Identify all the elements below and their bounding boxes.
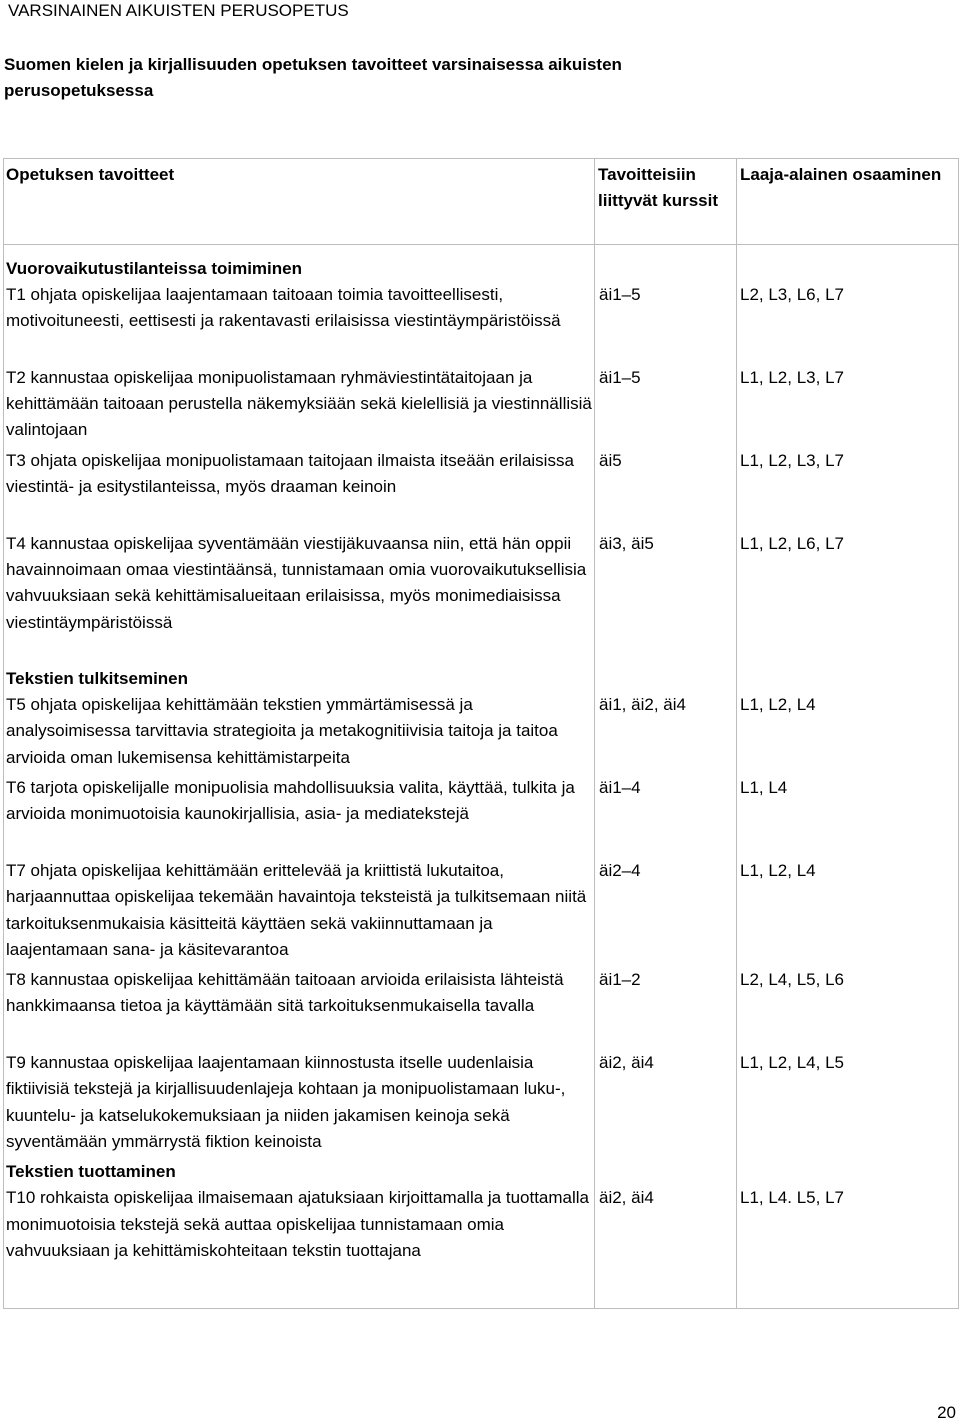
goal-courses: äi2, äi4 [599, 1053, 654, 1073]
goal-courses: äi1–2 [599, 970, 641, 990]
goal-text: T4 kannustaa opiskelijaa syventämään viestijäkuvaansa niin, että hän oppii havainnoimaan omaa viestintäänsä, tunnistamaan omia vuorovaikutuksellisia vahvuuksiaan sekä kehittämisalueitaan erilaisissa, myös monimediaisissa viestintäympäristöissä [6, 533, 587, 632]
goal-competences: L1, L2, L3, L7 [740, 367, 844, 387]
goal-text: T3 ohjata opiskelijaa monipuolistamaan taitojaan ilmaista itseään erilaisissa viestintä- ja esitystilanteissa, myös draaman keinoin [6, 450, 574, 497]
goal-competences: L1, L2, L4 [740, 860, 816, 880]
goal-competences: L1, L4 [740, 778, 788, 798]
goal-competences: L1, L2, L3, L7 [740, 450, 844, 470]
table-header-row [4, 159, 959, 245]
goal-courses: äi2, äi4 [599, 1188, 654, 1208]
competences-column [737, 245, 959, 1309]
document-title: Suomen kielen ja kirjallisuuden opetuksen tavoitteet varsinaisessa aikuisten perusopetuksessa [4, 55, 622, 100]
goal-competences: L2, L3, L6, L7 [740, 285, 844, 304]
page-title: VARSINAINEN AIKUISTEN PERUSOPETUS [8, 1, 349, 20]
courses-column [595, 245, 737, 1309]
goal-courses: äi1–4 [599, 778, 641, 798]
goal-courses: äi1–5 [599, 285, 641, 304]
goal-courses: äi3, äi5 [599, 533, 654, 553]
goal-text: T5 ohjata opiskelijaa kehittämään tekstien ymmärtämisessä ja analysoimisessa tarvittavia strategioita ja metakognitiivisia taitoja ja taitoa arvioida oman lukemisensa kehittämistarpeita [6, 695, 558, 767]
goals-column [4, 245, 595, 1309]
section-heading: Tekstien tulkitseminen [6, 669, 189, 689]
goal-competences: L1, L2, L4 [740, 695, 816, 715]
goal-courses: äi1, äi2, äi4 [599, 695, 686, 715]
goal-competences: L1, L4. L5, L7 [740, 1188, 844, 1208]
goal-competences: L1, L2, L6, L7 [740, 533, 844, 553]
header-competences: Laaja-alainen osaaminen [737, 159, 959, 245]
goal-courses: äi5 [599, 450, 622, 470]
section-heading: Vuorovaikutustilanteissa toimiminen [6, 259, 302, 278]
goal-text: T7 ohjata opiskelijaa kehittämään erittelevää ja kriittistä lukutaitoa, harjaannuttaa opiskelijaa tekemään havaintoja teksteistä ja tulkitsemaan niitä tarkoituksenmukaisia käsitteitä käyttäen sekä vakiinnuttamaan ja laajentamaan sana- ja käsitevarantoa [6, 860, 587, 959]
goal-text: T6 tarjota opiskelijalle monipuolisia mahdollisuuksia valita, käyttää, tulkita ja arvioida monimuotoisia kaunokirjallisia, asia- ja mediatekstejä [6, 778, 575, 824]
goal-text: T10 rohkaista opiskelijaa ilmaisemaan ajatuksiaan kirjoittamalla ja tuottamalla monimuotoisia tekstejä sekä auttaa opiskelijaa tunnistamaan omia vahvuuksiaan ja kehittämiskohteitaan tekstin tuottajana [6, 1188, 590, 1260]
goal-courses: äi2–4 [599, 860, 641, 880]
goal-text: T8 kannustaa opiskelijaa kehittämään taitoaan arvioida erilaisista lähteistä hankkimaansa tietoa ja käyttämään sitä tarkoituksenmukaisella tavalla [6, 970, 564, 1016]
goal-courses: äi1–5 [599, 367, 641, 387]
table-body-row [4, 245, 959, 1309]
goal-text: T2 kannustaa opiskelijaa monipuolistamaan ryhmäviestintätaitojaan ja kehittämään taitoaan perustella näkemyksiään sekä kielellisiä ja viestinnällisiä valintojaan [6, 367, 592, 440]
header-courses: Tavoitteisiin liittyvät kurssit [595, 159, 737, 245]
goal-competences: L2, L4, L5, L6 [740, 970, 844, 990]
goal-text: T9 kannustaa opiskelijaa laajentamaan kiinnostusta itselle uudenlaisia fiktiivisiä tekstejä ja kirjallisuudenlajeja kohtaan ja monipuolistamaan luku-, kuuntelu- ja katselukokemuksiaan ja niiden jakamisen keinoja sekä syventämään ymmärrystä fiktion keinoista [6, 1053, 566, 1151]
section-heading: Tekstien tuottaminen [6, 1162, 176, 1182]
page-number: 20 [937, 1403, 956, 1422]
goal-text: T1 ohjata opiskelijaa laajentamaan taitoaan toimia tavoitteellisesti, motivoituneesti, eettisesti ja rakentavasti erilaisissa viestintäympäristöissä [6, 285, 561, 331]
header-goals: Opetuksen tavoitteet [4, 159, 595, 245]
goal-competences: L1, L2, L4, L5 [740, 1053, 844, 1073]
goals-table [3, 158, 959, 1309]
